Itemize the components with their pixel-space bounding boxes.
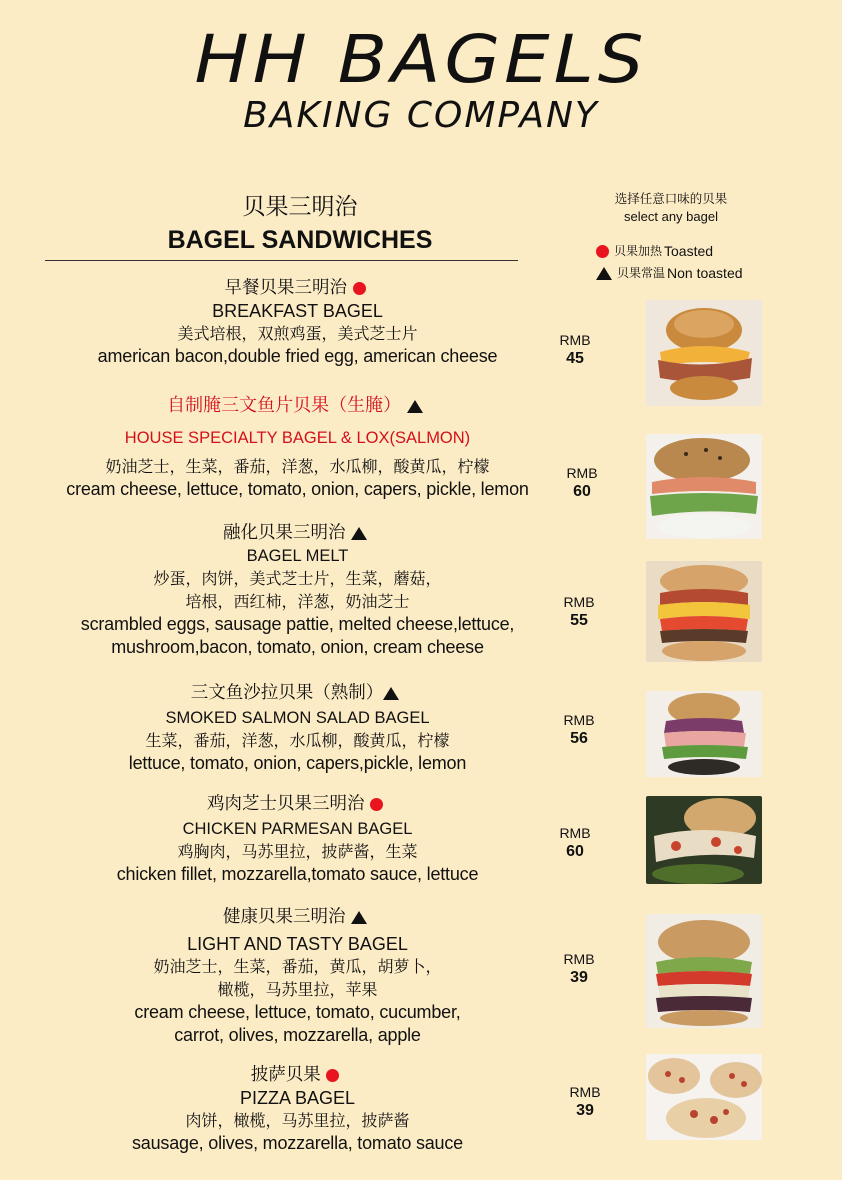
price-pizza-bagel — [560, 1083, 610, 1121]
photo-pizza-bagel — [646, 1054, 762, 1140]
price-chicken-parmesan — [550, 824, 600, 862]
non-toasted-triangle-icon — [351, 911, 367, 924]
item-desc-zh: 奶油芝士，生菜，番茄，洋葱，水瓜柳，酸黄瓜，柠檬 — [105, 457, 490, 476]
item-name-en: CHICKEN PARMESAN BAGEL — [182, 820, 413, 838]
price-smoked-salmon-salad — [554, 711, 604, 749]
price-currency: RMB — [559, 332, 591, 348]
photo-bagel-melt — [646, 561, 762, 662]
price-currency: RMB — [563, 951, 595, 967]
menu-item-smoked-salmon-salad — [40, 681, 555, 775]
item-name-zh: 早餐贝果三明治 — [224, 278, 347, 298]
item-desc-en: carrot, olives, mozzarella, apple — [174, 1025, 421, 1045]
item-desc-zh: 美式培根，双煎鸡蛋，美式芝士片 — [177, 324, 418, 343]
price-amount: 39 — [576, 1102, 594, 1119]
price-currency: RMB — [563, 712, 595, 728]
brand-subtitle: BAKING COMPANY — [243, 95, 599, 136]
brand-header — [0, 18, 842, 136]
item-desc-en: scrambled eggs, sausage pattie, melted cheese,lettuce, — [80, 614, 515, 634]
section-header — [150, 192, 450, 256]
item-desc-zh: 肉饼，橄榄，马苏里拉，披萨酱 — [185, 1111, 410, 1130]
brand-title: HH BAGELS — [194, 20, 648, 98]
item-desc-zh: 炒蛋，肉饼，美式芝士片，生菜，蘑菇， — [153, 569, 442, 588]
price-currency: RMB — [563, 594, 595, 610]
legend-select-en: select any bagel — [624, 209, 718, 224]
price-amount: 60 — [573, 483, 591, 500]
item-name-zh: 健康贝果三明治 — [222, 907, 346, 927]
photo-smoked-salmon-salad — [646, 691, 762, 777]
price-house-specialty-lox — [557, 464, 607, 502]
item-name-zh: 自制腌三文鱼片贝果（生腌） — [167, 395, 402, 416]
menu-item-light-and-tasty — [40, 905, 555, 1047]
item-name-zh: 披萨贝果 — [250, 1065, 321, 1085]
price-currency: RMB — [566, 465, 598, 481]
photo-breakfast-bagel — [646, 300, 762, 406]
item-desc-en: lettuce, tomato, onion, capers,pickle, lemon — [128, 753, 467, 773]
item-name-en: LIGHT AND TASTY BAGEL — [187, 934, 408, 954]
menu-item-pizza-bagel — [40, 1063, 555, 1155]
legend-toasted-en: Toasted — [664, 243, 714, 259]
menu-item-bagel-melt — [40, 521, 555, 659]
photo-light-and-tasty — [646, 914, 762, 1028]
photo-chicken-parmesan — [646, 796, 762, 884]
item-name-zh: 鸡肉芝士贝果三明治 — [206, 794, 365, 814]
section-divider — [45, 260, 518, 261]
price-light-and-tasty — [554, 950, 604, 988]
photo-house-specialty-lox — [646, 434, 762, 539]
item-name-en: PIZZA BAGEL — [239, 1088, 356, 1108]
non-toasted-triangle-icon — [407, 400, 423, 413]
item-desc-en: cream cheese, lettuce, tomato, onion, capers, pickle, lemon — [66, 479, 529, 499]
item-desc-en: mushroom,bacon, tomato, onion, cream cheese — [111, 637, 484, 657]
legend-toasted — [596, 240, 766, 262]
legend-select-zh: 选择任意口味的贝果 — [614, 191, 728, 206]
item-desc-en: american bacon,double fried egg, american cheese — [97, 346, 498, 366]
legend-non-toasted-en: Non toasted — [667, 265, 743, 281]
price-currency: RMB — [569, 1084, 601, 1100]
non-toasted-triangle-icon — [383, 687, 399, 700]
legend-non-toasted — [596, 262, 766, 284]
menu-item-chicken-parmesan — [40, 792, 555, 886]
item-desc-zh: 鸡胸肉，马苏里拉，披萨酱，生菜 — [177, 842, 418, 861]
toasted-dot-icon — [353, 282, 366, 295]
toasted-dot-icon — [370, 798, 383, 811]
item-desc-en: cream cheese, lettuce, tomato, cucumber, — [134, 1002, 461, 1022]
item-name-en: BREAKFAST BAGEL — [212, 301, 383, 321]
item-desc-en: sausage, olives, mozzarella, tomato sauce — [132, 1133, 463, 1153]
item-name-zh: 融化贝果三明治 — [222, 523, 346, 543]
section-title-en: BAGEL SANDWICHES — [167, 226, 433, 254]
price-amount: 60 — [566, 843, 584, 860]
item-desc-zh: 橄榄，马苏里拉，苹果 — [217, 980, 378, 999]
price-amount: 56 — [570, 730, 588, 747]
non-toasted-triangle-icon — [351, 527, 367, 540]
price-amount: 39 — [570, 969, 588, 986]
non-toasted-triangle-icon — [596, 267, 612, 280]
legend-toasted-zh: 贝果加热 — [614, 244, 663, 258]
item-desc-zh: 培根，西红柿，洋葱，奶油芝士 — [185, 592, 410, 611]
legend — [596, 190, 766, 284]
item-desc-zh: 奶油芝士，生菜，番茄，黄瓜，胡萝卜， — [153, 957, 442, 976]
item-desc-zh: 生菜，番茄，洋葱，水瓜柳，酸黄瓜，柠檬 — [145, 731, 450, 750]
item-name-en: HOUSE SPECIALTY BAGEL & LOX(SALMON) — [124, 429, 471, 447]
price-breakfast-bagel — [550, 331, 600, 369]
price-bagel-melt — [554, 593, 604, 631]
menu-item-breakfast-bagel — [40, 276, 555, 368]
item-name-zh: 三文鱼沙拉贝果（熟制） — [190, 683, 384, 703]
item-name-en: BAGEL MELT — [246, 547, 349, 565]
item-desc-en: chicken fillet, mozzarella,tomato sauce, lettuce — [116, 864, 479, 884]
menu-item-house-specialty-lox — [40, 393, 555, 501]
item-name-en: SMOKED SALMON SALAD BAGEL — [165, 709, 430, 727]
toasted-dot-icon — [596, 245, 609, 258]
price-amount: 45 — [566, 350, 584, 367]
price-amount: 55 — [570, 612, 588, 629]
price-currency: RMB — [559, 825, 591, 841]
section-title-zh: 贝果三明治 — [242, 194, 358, 220]
toasted-dot-icon — [326, 1069, 339, 1082]
legend-non-toasted-zh: 贝果常温 — [617, 266, 666, 280]
